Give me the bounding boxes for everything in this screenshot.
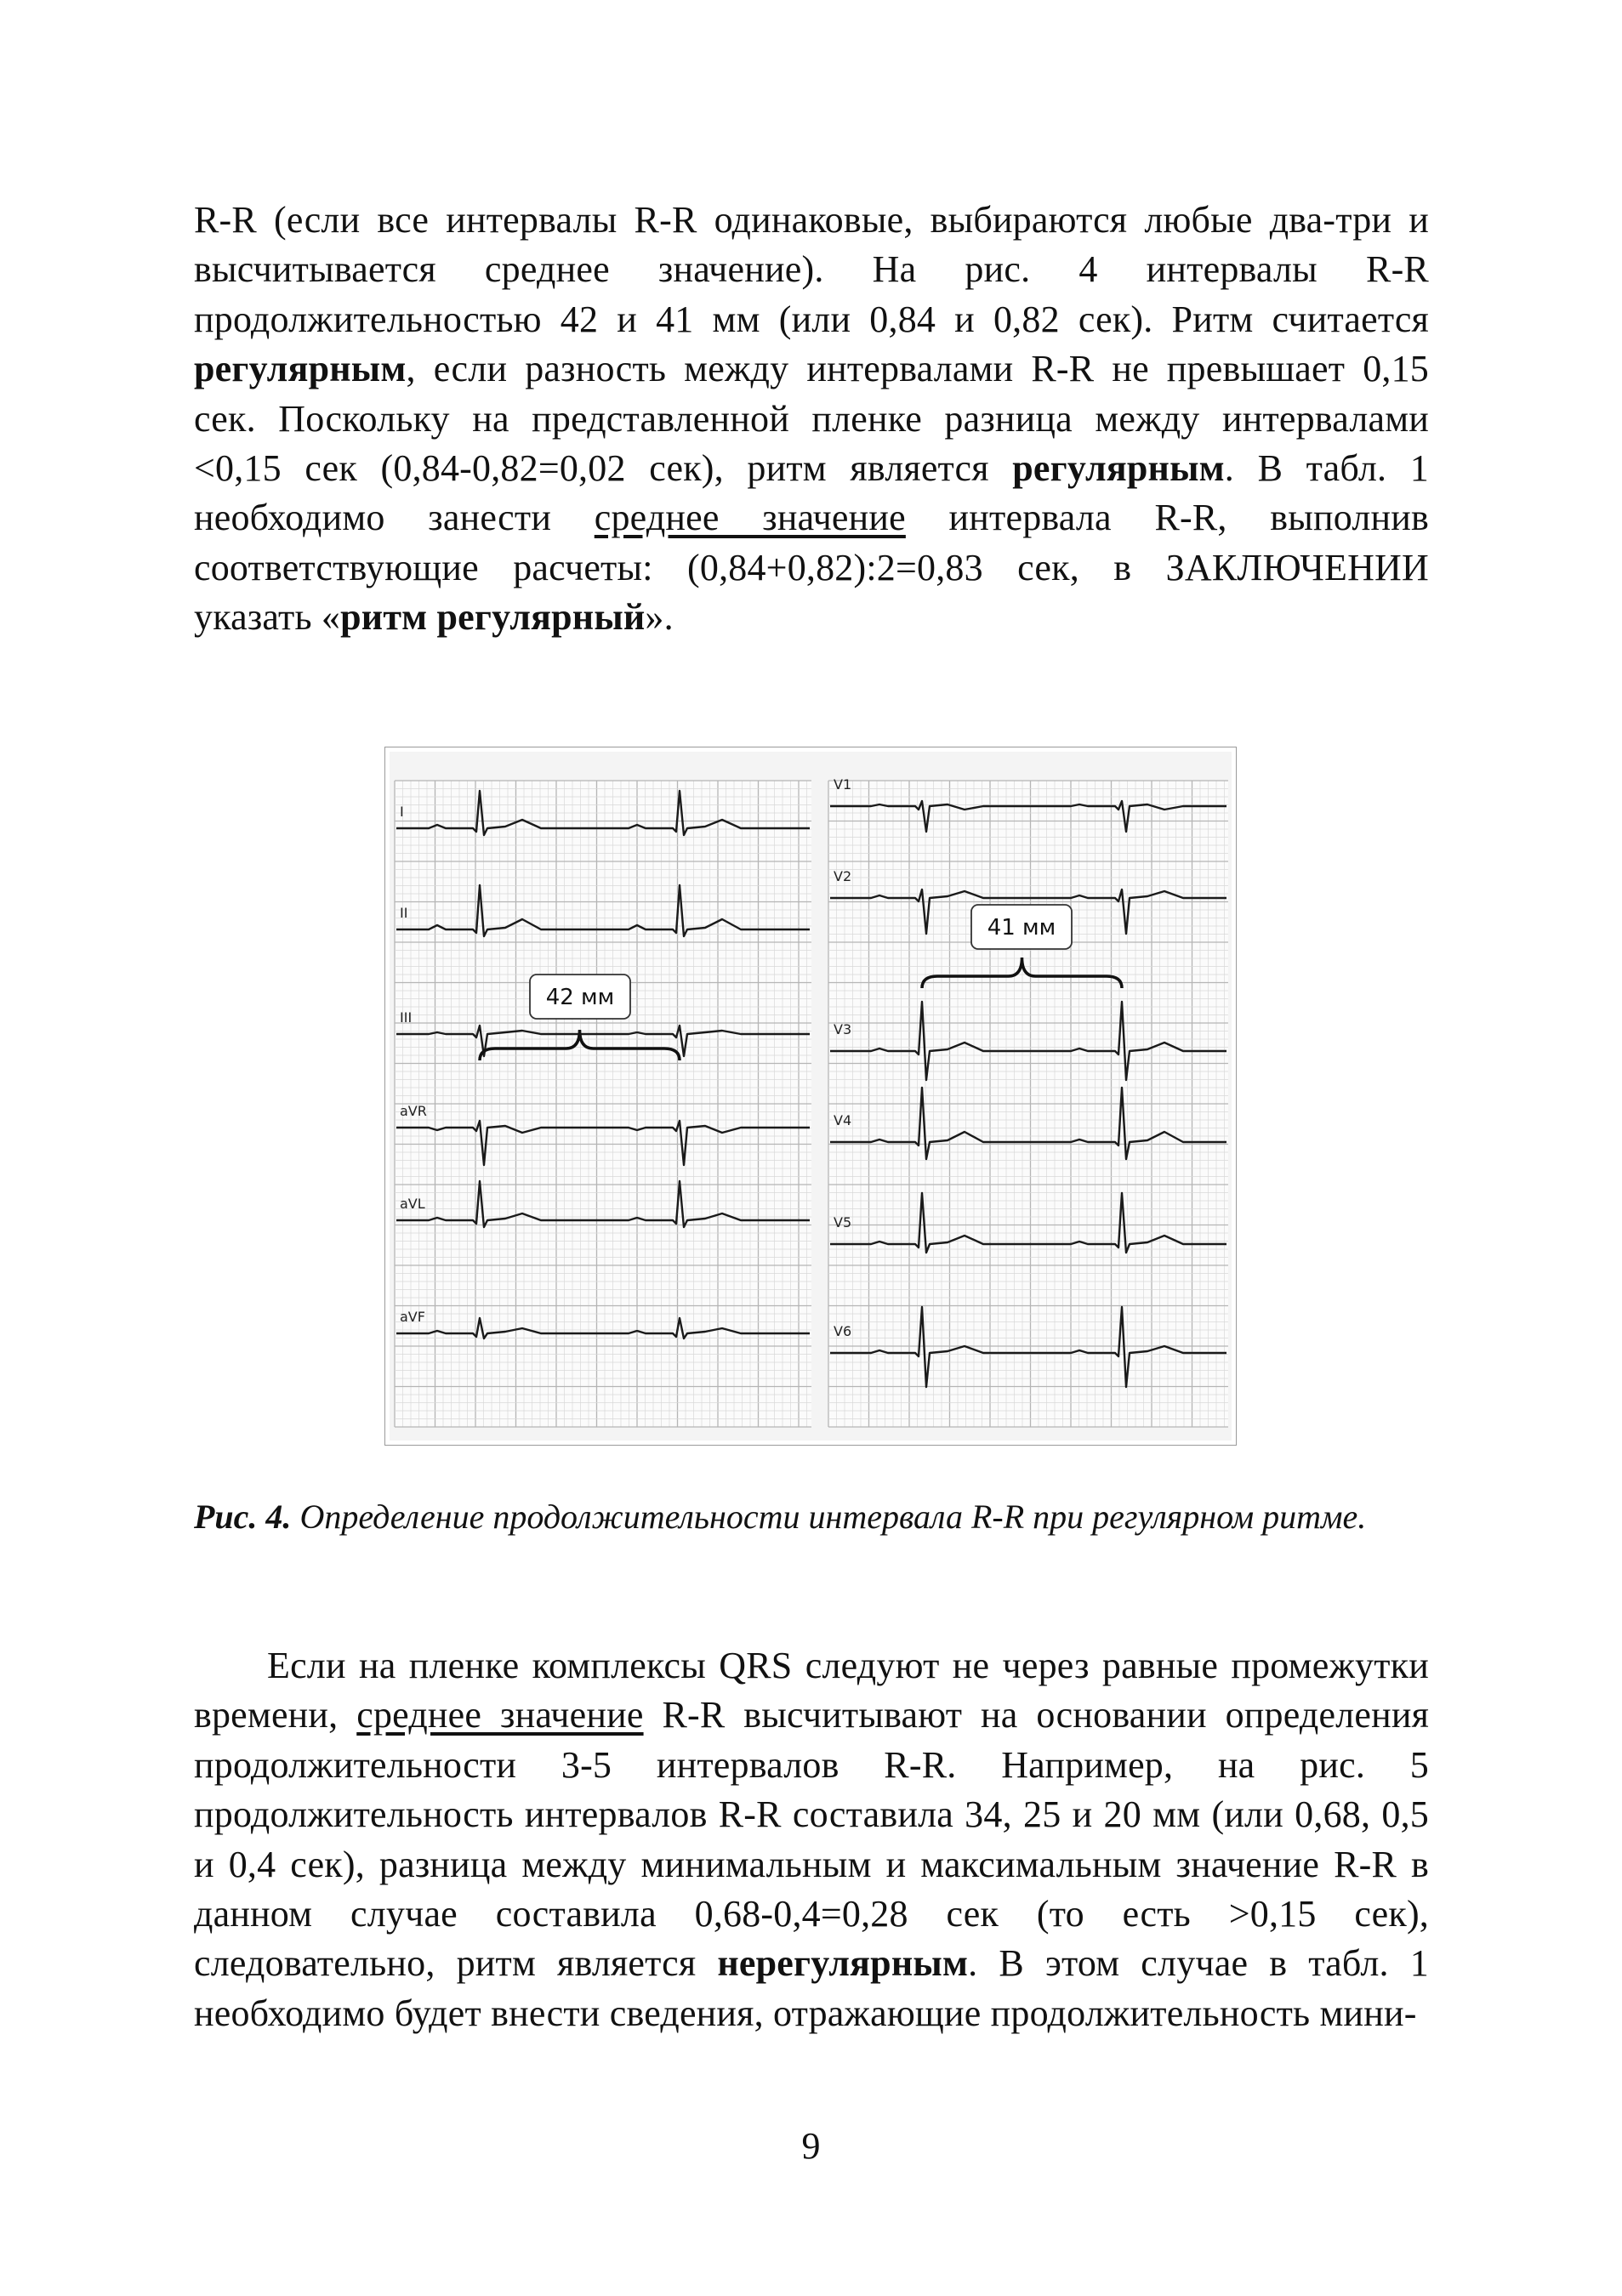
lead-label: I [400,804,404,820]
bold-term: ритм регулярный [340,596,646,639]
page-number: 9 [801,2125,821,2167]
lead-label: V3 [834,1021,852,1037]
underlined-term: среднее значение [356,1694,644,1736]
text-segment: R-R (если все интервалы R-R одинаковые, выбираются любые два-три и высчитывается среднее значение). На рис. 4 интервалы R-R продолжительностью 42 и 41 мм (или 0,84 и 0,82 сек). Ритм считается [194,199,1429,340]
ecg-image [384,747,1237,1446]
left-ecg-panel [395,781,811,1427]
text-segment: R-R высчитывают на основании определения продолжительности 3-5 интервалов R-R. Например, на рис. 5 продолжительность интервалов R-R составила 34, 25 и 20 мм (или 0,68, 0,5 и 0,4 сек), разница между минимальным и максимальным значение R-R в данном случае составила 0,68-0,4=0,28 сек (то есть >0,15 сек), следовательно, ритм является [194,1694,1430,1985]
lead-label: II [400,905,408,921]
lead-label: V1 [834,776,852,793]
caption-label: Рис. 4. [194,1498,292,1536]
lead-label: V6 [834,1323,852,1339]
text-segment: Если на пленке комплексы QRS следуют не через равные промежутки времени, [194,1645,1429,1736]
underlined-term: среднее значение [594,497,906,539]
bold-term: нерегулярным [717,1942,969,1985]
figure-caption [194,1495,1429,1539]
right-ecg-panel [828,776,1228,1427]
lead-label: aVR [400,1103,427,1119]
lead-label: V4 [834,1112,852,1128]
bold-term: регулярным [1012,447,1225,490]
text-segment: . В этом случае в табл. 1 необходимо будет внести сведения, отражающие продолжительность мини- [194,1942,1429,2034]
measure-label: 41 мм [987,915,1056,941]
paragraph-rr-regular [194,196,1429,643]
bold-term: регулярным [194,348,407,390]
text-segment: . В табл. 1 необходимо занести [194,447,1429,539]
measure-label: 42 мм [545,985,615,1010]
paragraph-rr-irregular [194,1641,1429,2038]
ecg-figure [384,747,1237,1446]
lead-label: III [400,1009,413,1026]
caption-text: Определение продолжительности интервала R-R при регулярном ритме. [291,1498,1367,1536]
lead-label: V2 [834,868,852,884]
text-segment: ». [645,596,674,639]
lead-label: V5 [834,1214,852,1230]
lead-label: aVL [400,1196,425,1212]
text-segment: интервала R-R, выполнив соответствующие расчеты: (0,84+0,82):2=0,83 сек, в ЗАКЛЮЧЕНИИ указать « [194,497,1430,639]
lead-label: aVF [400,1309,425,1325]
text-segment: , если разность между интервалами R-R не превышает 0,15 сек. Поскольку на представленной пленке разница между интервалами <0,15 сек (0,84-0,82=0,02 сек), ритм является [194,348,1429,490]
